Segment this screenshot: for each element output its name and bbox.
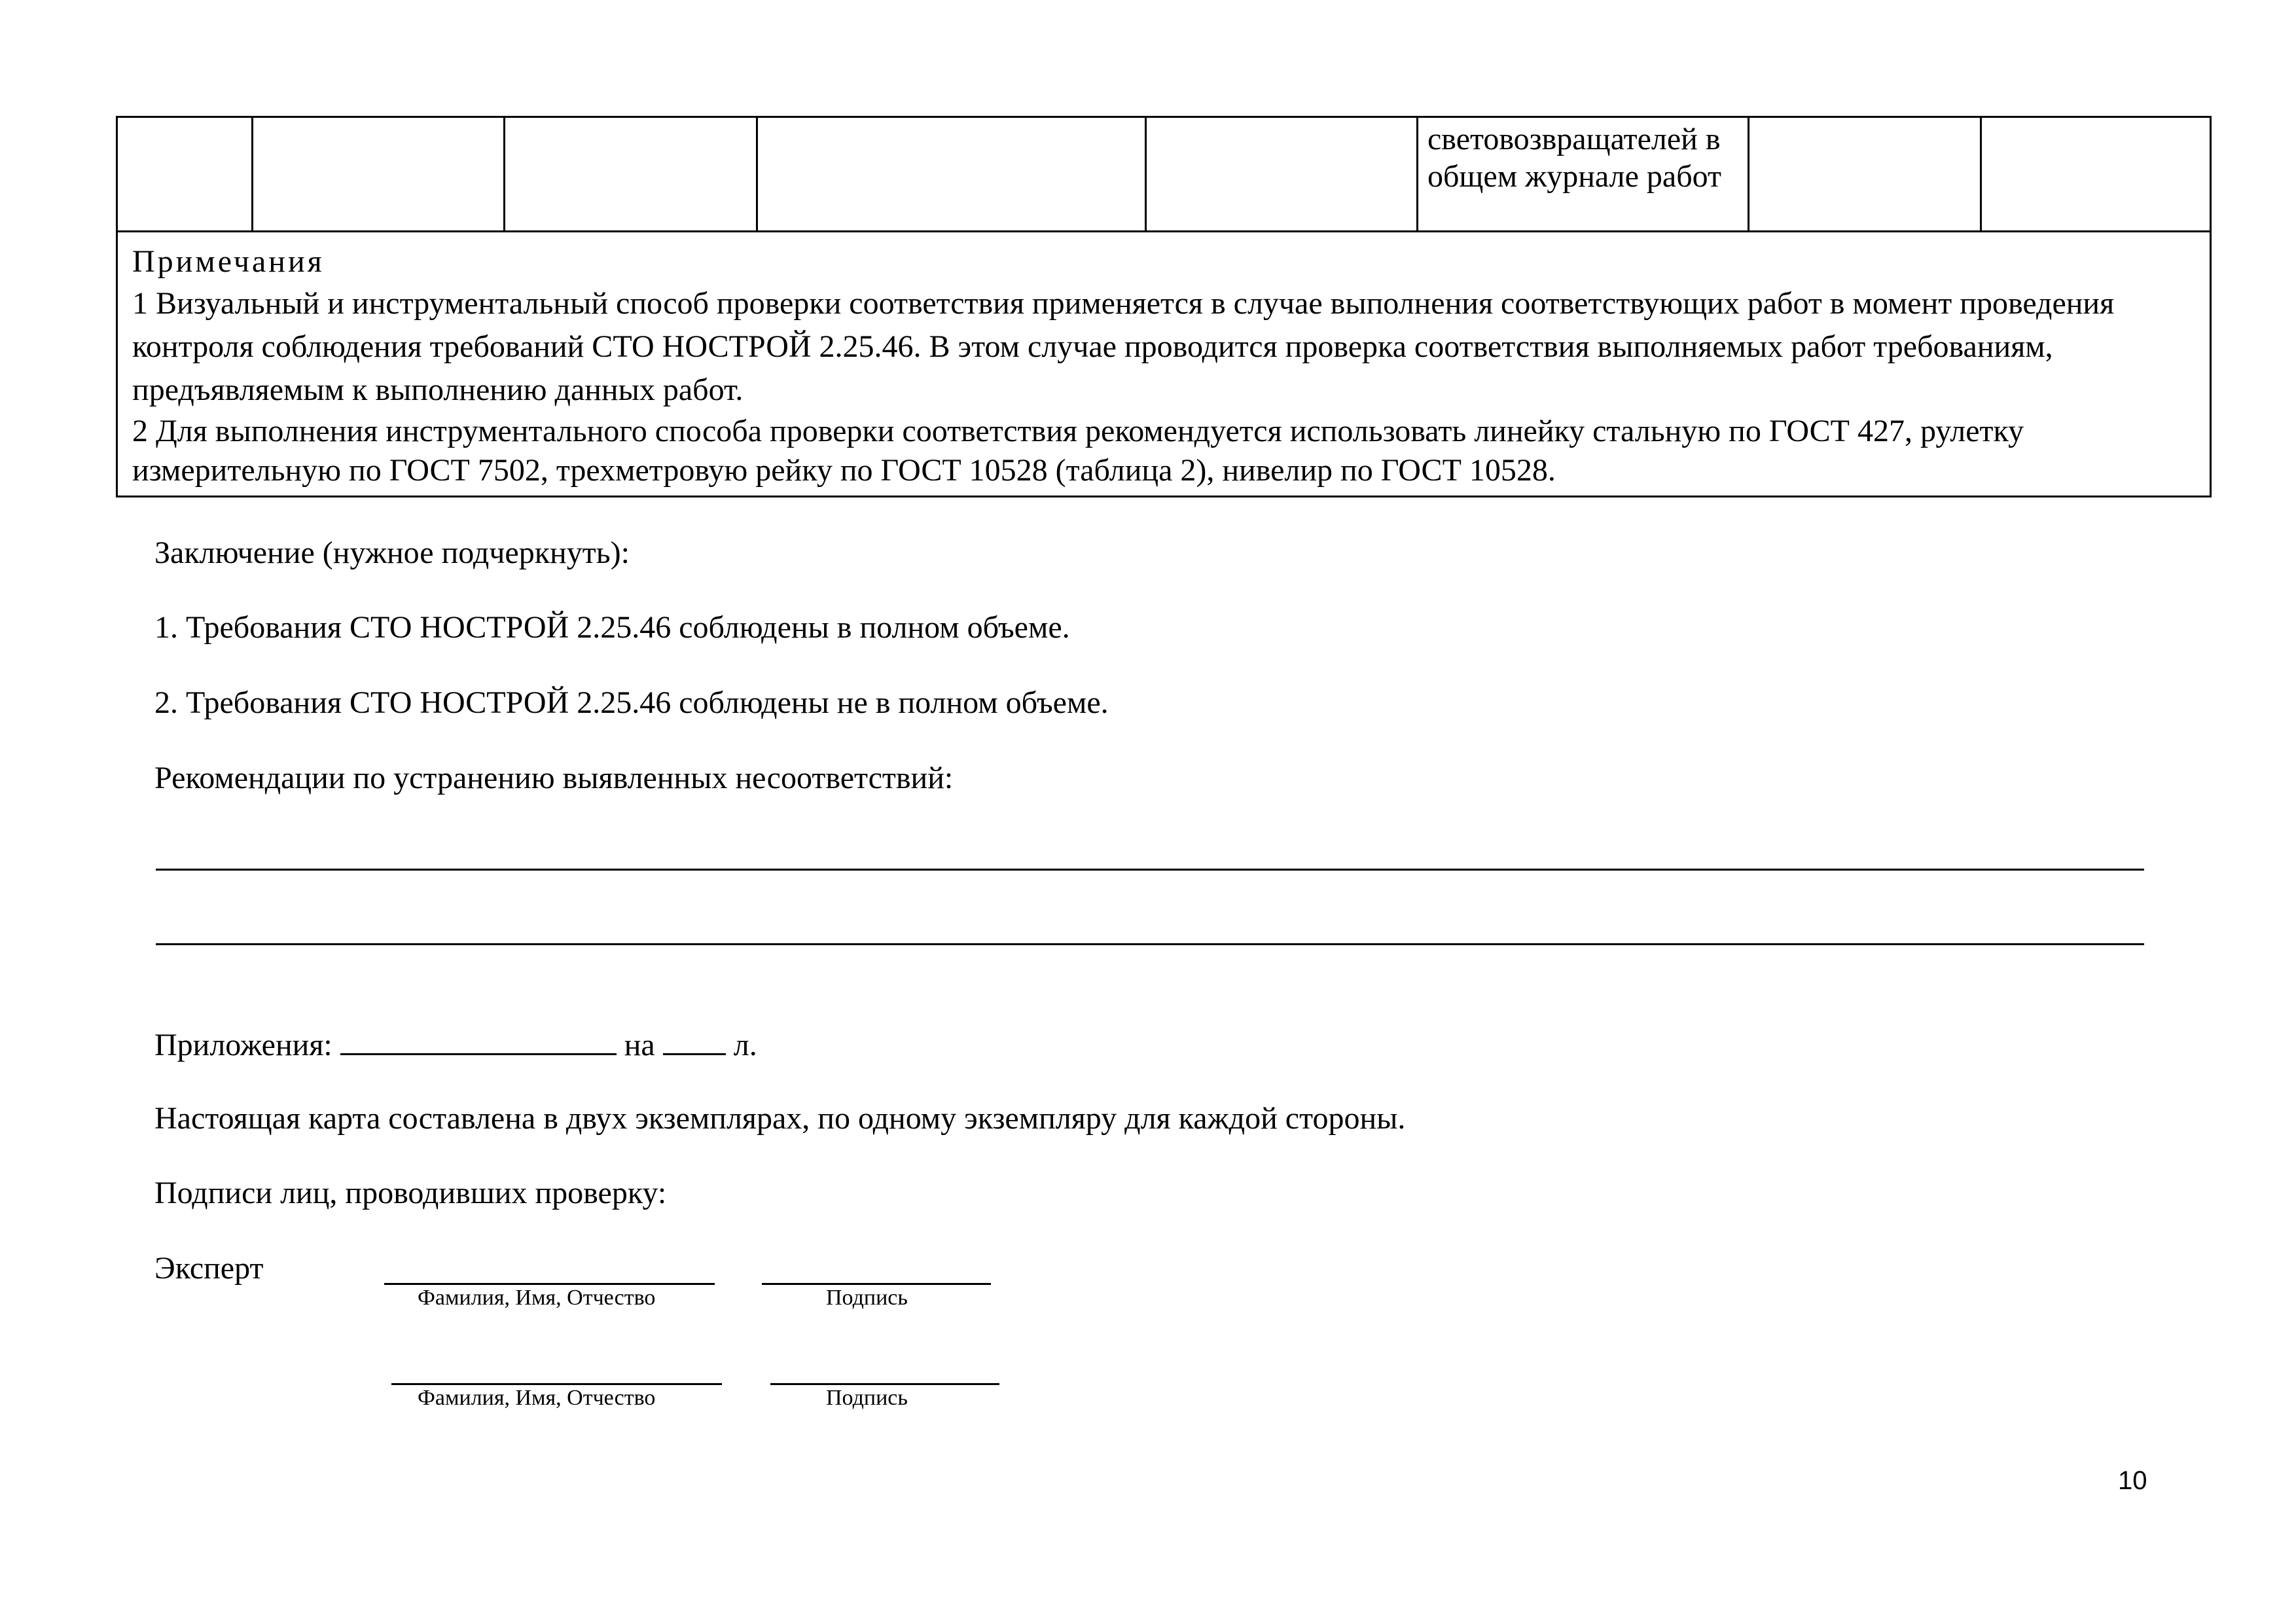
table-cell-text: световозвращателей в общем журнале работ — [1427, 122, 1721, 194]
form-table — [116, 116, 2212, 497]
recommendation-line-1 — [156, 869, 2144, 871]
table-cell — [253, 117, 505, 232]
attachments-label: Приложения: — [154, 1028, 332, 1062]
copies-statement: Настоящая карта составлена в двух экземплярах, по одному экземпляру для каждой стороны. — [154, 1101, 1406, 1136]
conclusion-heading: Заключение (нужное подчеркнуть): — [154, 535, 630, 570]
notes-row — [117, 232, 2211, 497]
recommendation-line-2 — [156, 943, 2144, 945]
page-number: 10 — [2118, 1466, 2147, 1495]
table-cell — [117, 117, 253, 232]
attachments-count-blank — [663, 1024, 726, 1055]
table-row — [117, 117, 2211, 232]
conclusion-option-1: 1. Требования СТО НОСТРОЙ 2.25.46 соблюдены в полном объеме. — [154, 610, 1070, 645]
table-cell — [1749, 117, 1981, 232]
note-1: 1 Визуальный и инструментальный способ проверки соответствия применяется в случае выполнения соответствующих работ в момент проведения контроля соблюдения требований СТО НОСТРОЙ 2.25.46. В этом случае проводится проверка соответствия выполняемых работ требованиям, предъявляемым к выполнению данных работ. — [132, 286, 2115, 407]
attachments-name-blank — [340, 1024, 617, 1055]
table-cell — [1981, 117, 2211, 232]
notes-title: Примечания — [132, 244, 325, 279]
attachments-on-label: на — [624, 1028, 655, 1062]
attachments-line — [154, 1024, 757, 1065]
table-cell — [757, 117, 1146, 232]
signatures-label: Подписи лиц, проводивших проверку: — [154, 1176, 667, 1210]
name-caption: Фамилия, Имя, Отчество — [418, 1386, 656, 1410]
signature-caption: Подпись — [826, 1286, 908, 1310]
signature-caption: Подпись — [826, 1386, 908, 1410]
recommendations-label: Рекомендации по устранению выявленных несоответствий: — [154, 761, 954, 795]
note-2: 2 Для выполнения инструментального способа проверки соответствия рекомендуется использовать линейку стальную по ГОСТ 427, рулетку измерительную по ГОСТ 7502, трехметровую рейку по ГОСТ 10528 (таблица 2), нивелир по ГОСТ 10528. — [132, 414, 2024, 488]
notes-cell — [117, 232, 2211, 497]
expert-label: Эксперт — [154, 1251, 264, 1286]
table-cell — [505, 117, 757, 232]
attachments-sheets-label: л. — [733, 1028, 757, 1062]
table-cell — [1418, 117, 1749, 232]
conclusion-option-2: 2. Требования СТО НОСТРОЙ 2.25.46 соблюдены не в полном объеме. — [154, 685, 1109, 720]
name-caption: Фамилия, Имя, Отчество — [418, 1286, 656, 1310]
table-cell — [1146, 117, 1418, 232]
